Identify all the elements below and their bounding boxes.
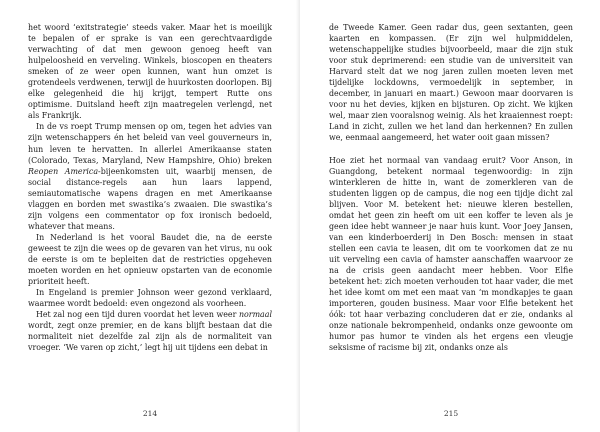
paragraph: de Tweede Kamer. Geen radar dus, geen sextanten, geen kaarten en kompassen. (Er zijn wel hulpmiddelen, wetenschappelijke studies bijvoorbeeld, maar die zijn stuk voor stuk deprimerend: een studie van de universiteit van Harvard stelt dat we nog jaren zullen moeten leven met tijdelijke lockdowns, vermoedelijk in september, in december, in januari en maart.) Gewoon maar doorvaren is voor nu het devies, kijken en bijsturen. Op zicht. We kijken wel, maar zien vooralsnog weinig. Als het kraaiennest roept: Land in zicht, zullen we het land dan herkennen? En zullen we, eenmaal aangemeerd, het water ooit gaan missen? [329,23,573,143]
page-number-left: 214 [142,409,158,418]
left-page-text [28,22,272,353]
paragraph: Het zal nog een tijd duren voordat het leven weer normaal wordt, zegt onze premier, en de kans blijft bestaan dat die normaliteit niet dezelfde zal zijn als de normaliteit van vroeger. ‘We varen op zicht,’ legt hij uit tijdens een debat in [28,310,272,353]
paragraph: In Nederland is het vooral Baudet die, na de eerste geweest te zijn die wees op de gevaren van het virus, nu ook de eerste is om te bepleiten dat de restricties opgeheven moeten worden en het opnieuw opstarten van de economie prioriteit heeft. [28,232,272,287]
paragraph: In de vs roept Trump mensen op om, tegen het advies van zijn wetenschappers én het beleid van veel gouverneurs in, hun leven te hervatten. In allerlei Amerikaanse staten (Colorado, Texas, Maryland, New Hampshire, Ohio) breken Reopen America-bijeenkomsten uit, waarbij mensen, de social distance-regels aan hun laars lappend, semiautomatische wapens dragen en met Amerikaanse vlaggen en borden met swastika’s zwaaien. Die swastika’s zijn volgens een commentator op fox ironisch bedoeld, whatever that means. [28,122,272,231]
page-number-right: 215 [443,409,459,418]
paragraph: het woord ‘exitstrategie’ steeds vaker. Maar het is moeilijk te bepalen of er sprake is van een gerechtvaardigde verwachting of dat men gewoon genoeg heeft van hulpeloosheid en verveling. Winkels, bioscopen en theaters smeken of ze weer open kunnen, want hun omzet is grotendeels verdwenen, terwijl de huurkosten doorlopen. Bij elke gelegenheid die hij krijgt, tempert Rutte ons optimisme. Duitsland heeft zijn maatregelen verlengd, net als Frankrijk. [28,23,273,121]
emphasis: normaal [238,310,272,320]
right-page-text [329,22,573,353]
emphasis: Reopen America [28,166,99,176]
paragraph: Hoe ziet het normaal van vandaag eruit? Voor Anson, in Guangdong, betekent normaal tegenwoordig: in zijn winterkleren de hitte in, want de zomerkleren van de studenten liggen op de campus, die nog een tijdje dicht zal blijven. Voor M. betekent het: nieuwe kleren bestellen, omdat het geen zin heeft om uit een koffer te leven als je geen idee hebt wanneer je naar huis kunt. Voor Joey Jansen, van een kinderboerderij in Den Bosch: mensen in staat stellen een cavia te leasen, dit om te voorkomen dat ze nu uit verveling een cavia of hamster aanschaffen waarvoor ze na de crisis geen aandacht meer hebben. Voor Elfie betekent het: zich moeten verhouden tot haar vader, die met het idee komt om met een maat van ‘m mondkapjes te gaan importeren, gouden business. Maar voor Elfie betekent het óók: tot haar verbazing concluderen dat er zie, ondanks al onze nationale bekrompenheid, ondanks onze gewoonte om humor pas humor te vinden als het ergens een vleugje seksisme of racisme bij zit, ondanks onze als [329,155,573,353]
right-page [300,0,600,432]
paragraph: In Engeland is premier Johnson weer gezond verklaard, waarmee wordt bedoeld: even ongezond als voorheen. [28,288,272,309]
